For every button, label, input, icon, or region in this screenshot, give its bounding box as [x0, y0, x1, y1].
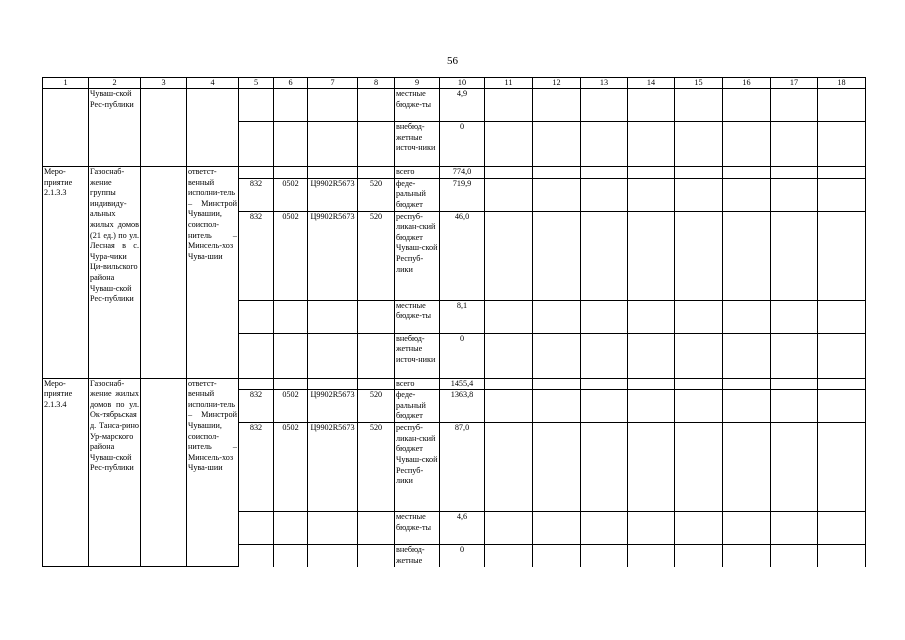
year-amount-cell — [771, 211, 818, 300]
year-amount-cell — [628, 300, 675, 333]
year-amount-cell — [628, 122, 675, 167]
year-amount-cell — [771, 122, 818, 167]
measure-name-cell: Газоснаб-жение жилых домов по ул. Ок-тябрьская д. Танса-рино Ур-марского района Чуваш-ской Рес-публики — [89, 378, 141, 567]
table-body — [43, 78, 866, 567]
year-amount-cell — [723, 89, 771, 122]
year-amount-cell — [485, 89, 533, 122]
expense-group-cell — [358, 300, 395, 333]
year-amount-cell — [581, 390, 628, 423]
year-amount-cell — [485, 211, 533, 300]
section-code-cell — [274, 333, 308, 378]
year-amount-cell — [533, 378, 581, 390]
year-amount-cell — [771, 300, 818, 333]
year-amount-cell — [675, 333, 723, 378]
expense-group-cell: 520 — [358, 178, 395, 211]
grbs-code-cell — [239, 378, 274, 390]
year-amount-cell — [628, 390, 675, 423]
year-amount-cell — [628, 211, 675, 300]
section-code-cell — [274, 167, 308, 179]
amount-cell: 0 — [440, 333, 485, 378]
year-amount-cell — [675, 211, 723, 300]
expense-group-cell — [358, 512, 395, 545]
year-amount-cell — [485, 390, 533, 423]
year-amount-cell — [818, 378, 866, 390]
year-amount-cell — [533, 512, 581, 545]
year-amount-cell — [818, 333, 866, 378]
grbs-code-cell: 832 — [239, 211, 274, 300]
section-code-cell — [274, 300, 308, 333]
column-number-cell: 3 — [141, 78, 187, 89]
section-code-cell — [274, 512, 308, 545]
column-number-cell: 7 — [308, 78, 358, 89]
column-number-cell: 14 — [628, 78, 675, 89]
expense-group-cell: 520 — [358, 423, 395, 512]
measure-name-cell: Газоснаб-жение группы индивиду-альных жилых домов (21 ед.) по ул. Лесная в с. Чура-чики Ци-вильского района Чуваш-ской Рес-публики — [89, 167, 141, 379]
year-amount-cell — [723, 545, 771, 567]
year-amount-cell — [771, 378, 818, 390]
target-article-cell — [308, 378, 358, 390]
column-number-cell: 16 — [723, 78, 771, 89]
target-article-cell — [308, 512, 358, 545]
year-amount-cell — [533, 211, 581, 300]
year-amount-cell — [818, 545, 866, 567]
target-article-cell: Ц9902R5673 — [308, 178, 358, 211]
year-amount-cell — [675, 300, 723, 333]
year-amount-cell — [581, 300, 628, 333]
year-amount-cell — [771, 545, 818, 567]
year-amount-cell — [818, 89, 866, 122]
funding-source-cell: местные бюдже-ты — [395, 89, 440, 122]
amount-cell: 774,0 — [440, 167, 485, 179]
column-number-cell: 13 — [581, 78, 628, 89]
amount-cell: 46,0 — [440, 211, 485, 300]
column-number-cell: 4 — [187, 78, 239, 89]
year-amount-cell — [818, 390, 866, 423]
funding-source-cell: местные бюдже-ты — [395, 300, 440, 333]
year-amount-cell — [723, 167, 771, 179]
column-number-cell: 5 — [239, 78, 274, 89]
year-amount-cell — [628, 512, 675, 545]
column-3-cell — [141, 167, 187, 379]
year-amount-cell — [723, 211, 771, 300]
year-amount-cell — [628, 178, 675, 211]
column-number-cell: 18 — [818, 78, 866, 89]
year-amount-cell — [723, 378, 771, 390]
expense-group-cell: 520 — [358, 390, 395, 423]
amount-cell: 0 — [440, 545, 485, 567]
table-row — [43, 167, 866, 179]
year-amount-cell — [771, 333, 818, 378]
grbs-code-cell — [239, 333, 274, 378]
year-amount-cell — [723, 333, 771, 378]
amount-cell: 1455,4 — [440, 378, 485, 390]
year-amount-cell — [581, 167, 628, 179]
responsible-cell: ответст-венный исполни-тель – Минстрой Чувашии, соиспол-нитель – Минсель-хоз Чува-шии — [187, 167, 239, 379]
year-amount-cell — [485, 122, 533, 167]
year-amount-cell — [628, 167, 675, 179]
year-amount-cell — [581, 178, 628, 211]
year-amount-cell — [771, 178, 818, 211]
funding-source-cell: респуб-ликан-ский бюджет Чуваш-ской Респуб-лики — [395, 211, 440, 300]
column-number-cell: 10 — [440, 78, 485, 89]
year-amount-cell — [485, 300, 533, 333]
year-amount-cell — [675, 122, 723, 167]
empty-code-cell — [308, 122, 358, 167]
year-amount-cell — [533, 423, 581, 512]
year-amount-cell — [818, 167, 866, 179]
grbs-code-cell — [239, 300, 274, 333]
amount-cell: 87,0 — [440, 423, 485, 512]
target-article-cell: Ц9902R5673 — [308, 390, 358, 423]
year-amount-cell — [675, 512, 723, 545]
amount-cell: 4,6 — [440, 512, 485, 545]
section-code-cell: 0502 — [274, 178, 308, 211]
year-amount-cell — [581, 89, 628, 122]
year-amount-cell — [723, 512, 771, 545]
expense-group-cell: 520 — [358, 211, 395, 300]
year-amount-cell — [628, 545, 675, 567]
year-amount-cell — [675, 423, 723, 512]
funding-source-cell: внебюд-жетные источ-ники — [395, 333, 440, 378]
empty-code-cell — [358, 122, 395, 167]
page-number: 56 — [447, 55, 458, 67]
section-code-cell: 0502 — [274, 390, 308, 423]
year-amount-cell — [533, 122, 581, 167]
year-amount-cell — [675, 167, 723, 179]
funding-source-cell: всего — [395, 378, 440, 390]
year-amount-cell — [818, 211, 866, 300]
year-amount-cell — [485, 178, 533, 211]
year-amount-cell — [533, 300, 581, 333]
year-amount-cell — [771, 89, 818, 122]
expense-group-cell — [358, 333, 395, 378]
column-3-cell — [141, 89, 187, 167]
column-number-cell: 12 — [533, 78, 581, 89]
expense-group-cell — [358, 545, 395, 567]
year-amount-cell — [581, 211, 628, 300]
funding-source-cell: феде-ральный бюджет — [395, 390, 440, 423]
year-amount-cell — [628, 89, 675, 122]
year-amount-cell — [581, 122, 628, 167]
year-amount-cell — [485, 333, 533, 378]
section-code-cell — [274, 545, 308, 567]
year-amount-cell — [533, 167, 581, 179]
year-amount-cell — [485, 378, 533, 390]
year-amount-cell — [675, 378, 723, 390]
column-number-cell: 11 — [485, 78, 533, 89]
year-amount-cell — [723, 178, 771, 211]
measure-name-cell: Чуваш-ской Рес-публики — [89, 89, 141, 167]
year-amount-cell — [818, 178, 866, 211]
year-amount-cell — [723, 390, 771, 423]
column-number-cell: 6 — [274, 78, 308, 89]
funding-source-cell: всего — [395, 167, 440, 179]
column-number-cell: 2 — [89, 78, 141, 89]
funding-source-cell: внебюд-жетные — [395, 545, 440, 567]
column-number-cell: 9 — [395, 78, 440, 89]
year-amount-cell — [771, 423, 818, 512]
year-amount-cell — [628, 378, 675, 390]
year-amount-cell — [675, 178, 723, 211]
year-amount-cell — [581, 333, 628, 378]
funding-source-cell: феде-ральный бюджет — [395, 178, 440, 211]
amount-cell: 1363,8 — [440, 390, 485, 423]
year-amount-cell — [485, 545, 533, 567]
expense-group-cell — [358, 167, 395, 179]
responsible-cell — [187, 89, 239, 167]
year-amount-cell — [818, 300, 866, 333]
year-amount-cell — [485, 167, 533, 179]
target-article-cell — [308, 300, 358, 333]
grbs-code-cell — [239, 512, 274, 545]
year-amount-cell — [533, 178, 581, 211]
amount-cell: 8,1 — [440, 300, 485, 333]
funding-source-cell: внебюд-жетные источ-ники — [395, 122, 440, 167]
empty-code-cell — [308, 89, 358, 122]
budget-table — [42, 77, 866, 567]
target-article-cell — [308, 167, 358, 179]
grbs-code-cell — [239, 545, 274, 567]
section-code-cell — [274, 378, 308, 390]
empty-code-cell — [358, 89, 395, 122]
target-article-cell: Ц9902R5673 — [308, 211, 358, 300]
year-amount-cell — [628, 333, 675, 378]
funding-source-cell: местные бюдже-ты — [395, 512, 440, 545]
empty-code-cell — [239, 89, 274, 122]
grbs-code-cell: 832 — [239, 390, 274, 423]
empty-code-cell — [274, 122, 308, 167]
column-number-cell: 8 — [358, 78, 395, 89]
column-number-cell: 15 — [675, 78, 723, 89]
year-amount-cell — [485, 512, 533, 545]
year-amount-cell — [771, 512, 818, 545]
measure-id-cell — [43, 89, 89, 167]
grbs-code-cell: 832 — [239, 178, 274, 211]
year-amount-cell — [628, 423, 675, 512]
target-article-cell — [308, 545, 358, 567]
year-amount-cell — [723, 122, 771, 167]
empty-code-cell — [274, 89, 308, 122]
amount-cell: 0 — [440, 122, 485, 167]
year-amount-cell — [533, 545, 581, 567]
measure-id-cell: Меро-приятие 2.1.3.3 — [43, 167, 89, 379]
year-amount-cell — [771, 167, 818, 179]
year-amount-cell — [818, 122, 866, 167]
column-number-cell: 17 — [771, 78, 818, 89]
measure-id-cell: Меро-приятие 2.1.3.4 — [43, 378, 89, 567]
year-amount-cell — [581, 423, 628, 512]
target-article-cell — [308, 333, 358, 378]
section-code-cell: 0502 — [274, 423, 308, 512]
year-amount-cell — [675, 545, 723, 567]
year-amount-cell — [818, 423, 866, 512]
year-amount-cell — [581, 378, 628, 390]
target-article-cell: Ц9902R5673 — [308, 423, 358, 512]
year-amount-cell — [485, 423, 533, 512]
funding-source-cell: респуб-ликан-ский бюджет Чуваш-ской Респуб-лики — [395, 423, 440, 512]
year-amount-cell — [723, 423, 771, 512]
year-amount-cell — [581, 512, 628, 545]
amount-cell: 719,9 — [440, 178, 485, 211]
year-amount-cell — [771, 390, 818, 423]
year-amount-cell — [675, 89, 723, 122]
year-amount-cell — [675, 390, 723, 423]
column-number-cell: 1 — [43, 78, 89, 89]
year-amount-cell — [533, 390, 581, 423]
amount-cell: 4,9 — [440, 89, 485, 122]
year-amount-cell — [723, 300, 771, 333]
year-amount-cell — [581, 545, 628, 567]
table-row — [43, 89, 866, 122]
section-code-cell: 0502 — [274, 211, 308, 300]
grbs-code-cell: 832 — [239, 423, 274, 512]
grbs-code-cell — [239, 167, 274, 179]
table-row — [43, 378, 866, 390]
expense-group-cell — [358, 378, 395, 390]
column-number-row — [43, 78, 866, 89]
column-3-cell — [141, 378, 187, 567]
empty-code-cell — [239, 122, 274, 167]
year-amount-cell — [533, 333, 581, 378]
year-amount-cell — [818, 512, 866, 545]
year-amount-cell — [533, 89, 581, 122]
responsible-cell: ответст-венный исполни-тель – Минстрой Чувашии, соиспол-нитель – Минсель-хоз Чува-шии — [187, 378, 239, 567]
